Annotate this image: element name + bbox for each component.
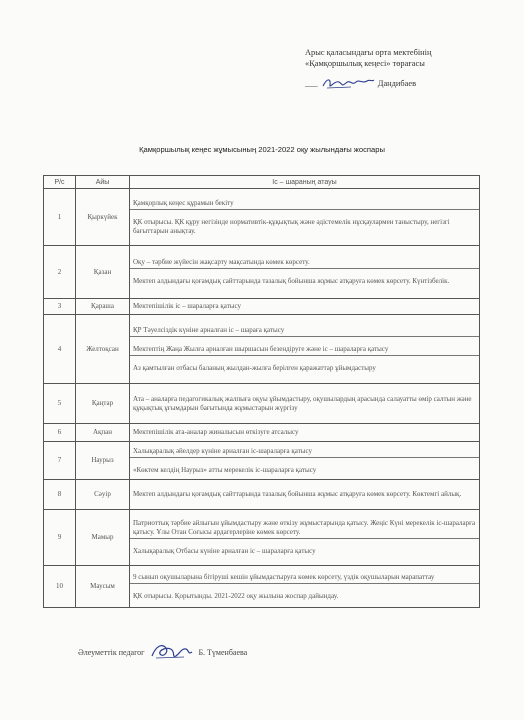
- row-num: 5: [44, 384, 76, 424]
- activity-item: Халықаралық Отбасы күніне арналған іс – шараларға қатысу: [133, 547, 316, 555]
- pedagogue-signature-icon: [148, 640, 194, 662]
- table-row: [44, 480, 480, 510]
- row-activities: [130, 442, 480, 480]
- row-month: Қаңтар: [76, 384, 130, 424]
- chairman-signature-icon: [321, 76, 375, 90]
- row-num: 3: [44, 299, 76, 315]
- row-num: 9: [44, 510, 76, 566]
- activity-item: Мектеп алдындағы қоғамдық сайттарында тазалық бойынша жұмыс атқаруға көмек көрсету. Көктемгі айлық.: [133, 490, 462, 498]
- table-row: [44, 189, 480, 246]
- row-num: 6: [44, 424, 76, 442]
- row-month: Сәуір: [76, 480, 130, 510]
- row-month: Мамыр: [76, 510, 130, 566]
- table-row: [44, 442, 480, 480]
- header-month: Айы: [76, 176, 130, 189]
- row-num: 7: [44, 442, 76, 480]
- row-activities: [130, 510, 480, 566]
- row-num: 10: [44, 566, 76, 608]
- table-row: [44, 510, 480, 566]
- row-month: Желтоқсан: [76, 315, 130, 384]
- activity-item: Аз қамтылған отбасы баланың жылдан-жылға берілген қаражаттар ұйымдастыру: [133, 363, 376, 372]
- activity-item: ҚК отырысы. ҚК құру негізінде нормативтік-құқықтық және әдістемелік нұсқаулармен таныстыру, негізгі бағыттарын анықтау.: [133, 217, 450, 235]
- table-header-row: [44, 176, 480, 189]
- row-month: Наурыз: [76, 442, 130, 480]
- activity-item: 9 сынып оқушыларына бітіруші кешін ұйымдастыруға көмек көрсету, үздік оқушыларын марапаттау: [130, 572, 479, 584]
- row-month: Маусым: [76, 566, 130, 608]
- activity-item: Мектепішілік іс – шараларға қатысу: [133, 302, 241, 310]
- row-activities: [130, 189, 480, 246]
- row-num: 2: [44, 246, 76, 299]
- activity-item: Мектепішілік ата-аналар жиналысын өткізуге атсалысу: [133, 428, 299, 436]
- approval-name: Дандибаев: [377, 79, 417, 88]
- row-activities: [130, 299, 480, 315]
- table-row: [44, 566, 480, 608]
- activity-item: «Көктем келдің Наурыз» атты мерекелік іс-шараларға қатысу: [133, 465, 317, 474]
- activity-item: Мектеп алдындағы қоғамдық сайттарында тазалық бойынша жұмыс атқаруға көмек көрсету. Күнтізбелік.: [133, 277, 450, 285]
- footer-name: Б. Түменбаева: [198, 648, 248, 657]
- row-activities: [130, 566, 480, 608]
- footer-role: Әлеуметтік педагог: [78, 648, 145, 657]
- activity-item: ҚК отырысы. Қорытынды. 2021-2022 оқу жылына жоспар дайындау.: [133, 591, 339, 600]
- activity-item: Мектептің Жаңа Жылға арналған шыршасын безендіруге және іс – шараларға қатысу: [130, 344, 479, 356]
- row-activities: [130, 424, 480, 442]
- row-num: 4: [44, 315, 76, 384]
- row-month: Ақпан: [76, 424, 130, 442]
- footer-signature: [78, 640, 247, 662]
- row-month: Қараша: [76, 299, 130, 315]
- row-activities: [130, 246, 480, 299]
- header-activity: Іс – шараның атауы: [130, 176, 480, 189]
- activity-item: Қамқорлық кеңес құрамын бекіту: [130, 198, 479, 210]
- approval-signature-line: [305, 76, 505, 90]
- row-num: 1: [44, 189, 76, 246]
- row-month: Қыркүйек: [76, 189, 130, 246]
- row-num: 8: [44, 480, 76, 510]
- approval-block: [305, 47, 505, 90]
- table-row: [44, 246, 480, 299]
- activity-item: Патриоттық тәрбие айлығын ұйымдастыру және өткізу жұмыстарында қатысу. Жеңіс Күні мерекелік іс-шараларға қатысу. Ұлы Отан Соғысы ардагерлеріне көмек көрсету.: [130, 518, 479, 539]
- table-row: [44, 299, 480, 315]
- activity-item: Ата – аналарға педагогикалық жалпыға оқуы ұйымдастыру, оқушылардың арасында салауатты өмір салтын және құқықтық ұғымдарын бағытында жұмыстарын жүргізу: [133, 394, 472, 412]
- table-row: [44, 315, 480, 384]
- plan-table: [43, 175, 480, 608]
- table-row: [44, 424, 480, 442]
- row-activities: [130, 384, 480, 424]
- approval-line-school: Арыс қаласындағы орта мектебінің: [305, 48, 432, 57]
- table-row: [44, 384, 480, 424]
- document-title: Қамқоршылық кеңес жұмысының 2021-2022 оқу жылындағы жоспары: [139, 145, 385, 154]
- activity-item: Халықаралық әйелдер күніне арналған іс-шараларға қатысу: [130, 446, 479, 458]
- approval-line-position: «Қамқоршылық кеңесі» төрағасы: [305, 59, 425, 68]
- signature-blank: ___: [305, 79, 318, 88]
- header-num: Р/с: [44, 176, 76, 189]
- activity-item: ҚР Тәуелсіздік күніне арналған іс – шараға қатысу: [130, 325, 479, 337]
- activity-item: Оқу – тәрбие жүйесін жақсарту мақсатында көмек көрсету.: [130, 257, 479, 269]
- row-activities: [130, 480, 480, 510]
- row-month: Қазан: [76, 246, 130, 299]
- row-activities: [130, 315, 480, 384]
